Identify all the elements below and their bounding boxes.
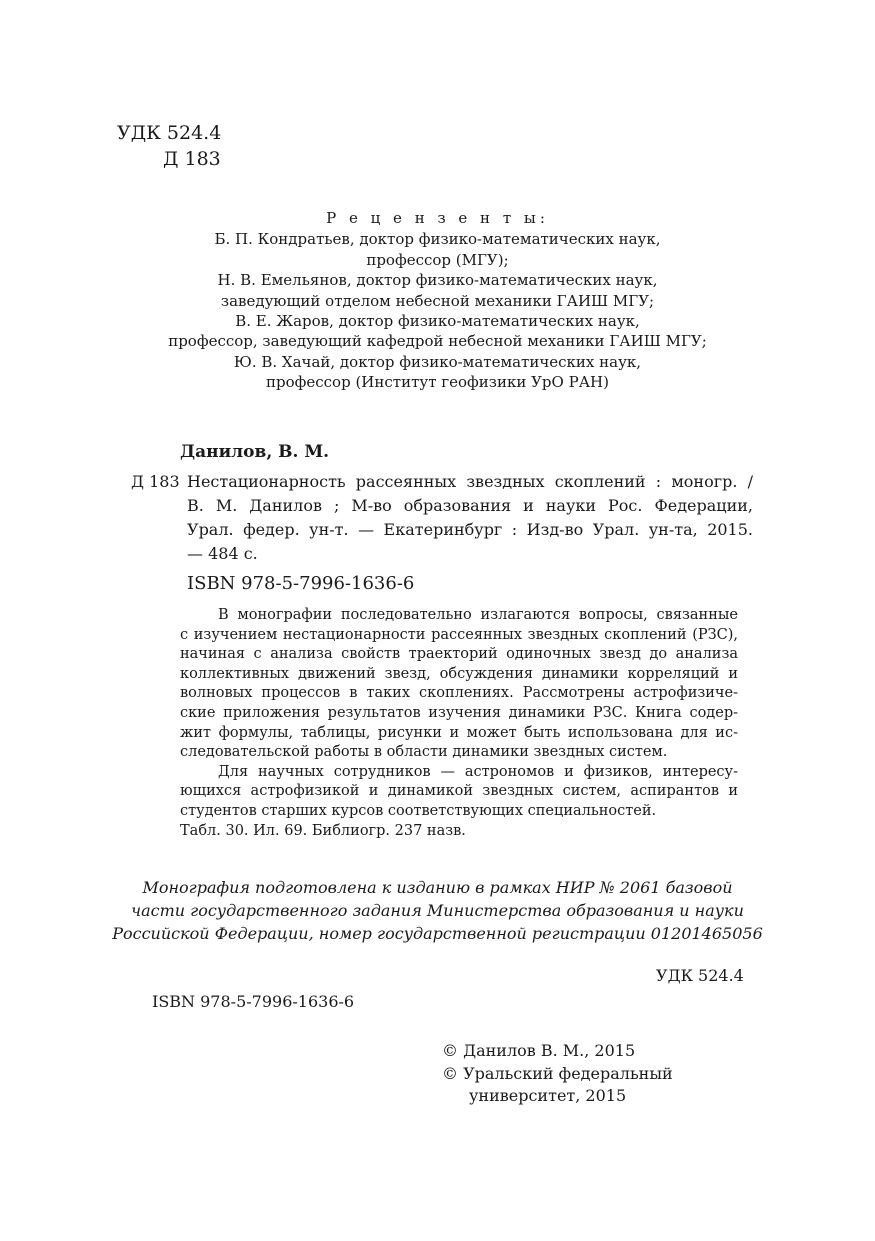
catalog-code: Д 183 (131, 472, 180, 491)
abstract-line: Для научных сотрудников — астрономов и физиков, интересу- (218, 763, 738, 780)
abstract (180, 606, 738, 841)
reviewer-line: профессор, заведующий кафедрой небесной механики ГАИШ МГУ; (168, 332, 707, 351)
copyright-publisher: © Уральский федеральный (442, 1063, 673, 1083)
library-code: Д 183 (163, 148, 221, 170)
grant-line: части государственного задания Министерства образования и науки (131, 901, 744, 921)
udk-code: УДК 524.4 (117, 122, 222, 144)
reviewer-line: профессор (МГУ); (366, 250, 509, 269)
abstract-line: волновых процессов в таких скоплениях. Рассмотрены астрофизиче- (180, 685, 738, 702)
catalog-isbn: ISBN 978-5-7996-1636-6 (187, 573, 415, 594)
abstract-line: начиная с анализа свойств траекторий одиночных звезд до анализа (180, 646, 738, 663)
catalog-line: В. М. Данилов ; М-во образования и науки Рос. Федерации, (187, 496, 753, 515)
catalog-description (187, 470, 753, 566)
catalog-line: Урал. федер. ун-т. — Екатеринбург : Изд-во Урал. ун-та, 2015. (187, 520, 753, 539)
reviewer-line: заведующий отделом небесной механики ГАИШ МГУ; (220, 291, 655, 310)
grant-line: Российской Федерации, номер государственной регистрации 01201465056 (112, 924, 763, 944)
abstract-line: ющихся астрофизикой и динамикой звездных систем, аспирантов и (180, 783, 738, 800)
abstract-line: коллективных движений звезд, обсуждения динамики корреляций и (180, 665, 738, 682)
reviewer-line: В. Е. Жаров, доктор физико-математических наук, (235, 312, 640, 331)
reviewer-line: Ю. В. Хачай, доктор физико-математических наук, (233, 352, 642, 371)
copyright-author: © Данилов В. М., 2015 (442, 1041, 636, 1060)
abstract-line: с изучением нестационарности рассеянных звездных скоплений (РЗС), (180, 626, 738, 643)
reviewer-line: Н. В. Емельянов, доктор физико-математических наук, (217, 271, 658, 290)
bottom-isbn: ISBN 978-5-7996-1636-6 (152, 992, 355, 1011)
abstract-line: жит формулы, таблицы, рисунки и может быть использована для ис- (180, 724, 738, 741)
abstract-line: студентов старших курсов соответствующих специальностей. (180, 802, 657, 819)
grant-line: Монография подготовлена к изданию в рамках НИР № 2061 базовой (142, 878, 733, 897)
abstract-line: В монографии последовательно излагаются вопросы, связанные (218, 607, 738, 623)
catalog-line: — 484 с. (187, 544, 258, 563)
reviewers-title: Р е ц е н з е н т ы: (326, 209, 549, 227)
copyright-publisher-cont: университет, 2015 (469, 1086, 627, 1105)
grant-note (0, 876, 875, 946)
catalog-author: Данилов, В. М. (180, 442, 330, 462)
reviewers-block (0, 208, 875, 393)
bottom-udk: УДК 524.4 (656, 966, 744, 985)
abstract-stats: Табл. 30. Ил. 69. Библиогр. 237 назв. (180, 822, 466, 839)
reviewer-line: Б. П. Кондратьев, доктор физико-математических наук, (214, 230, 661, 249)
abstract-line: ские приложения результатов изучения динамики РЗС. Книга содер- (180, 704, 738, 721)
abstract-line: следовательской работы в области динамики звездных систем. (180, 744, 668, 761)
reviewer-line: профессор (Институт геофизики УрО РАН) (266, 373, 609, 392)
catalog-line: Нестационарность рассеянных звездных скоплений : моногр. / (187, 472, 753, 491)
copyright-block (442, 1040, 673, 1108)
